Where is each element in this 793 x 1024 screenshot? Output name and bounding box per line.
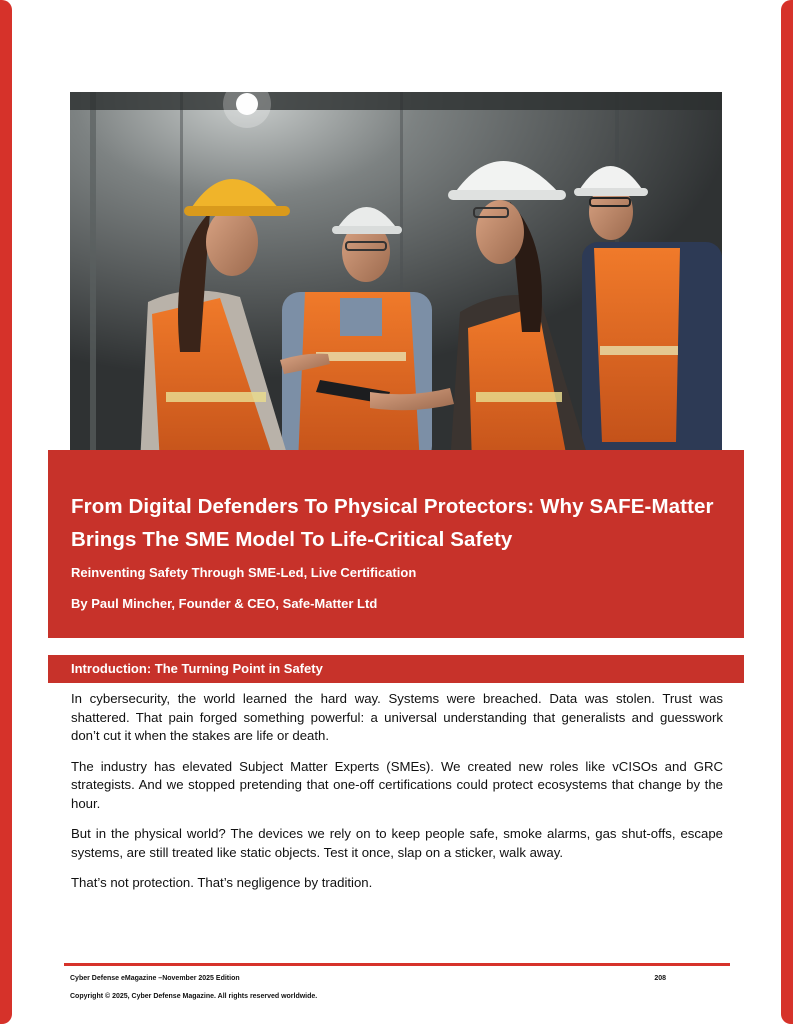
footer-copyright: Copyright © 2025, Cyber Defense Magazine. All rights reserved worldwide.: [70, 993, 318, 1000]
body-paragraph: The industry has elevated Subject Matter Experts (SMEs). We created new roles like vCISOs and GRC strategists. And we stopped pretending that one-off certifications could protect ecosystems that change by the hour.: [71, 758, 723, 811]
body-paragraph: That’s not protection. That’s negligence by tradition.: [71, 875, 373, 890]
section-heading: Introduction: The Turning Point in Safety: [48, 655, 744, 683]
left-edge-bar: [0, 0, 12, 1024]
page-footer: [70, 974, 666, 1002]
page-number: 208: [654, 975, 666, 982]
body-paragraph: But in the physical world? The devices we rely on to keep people safe, smoke alarms, gas shut-offs, escape systems, are still treated like static objects. Test it once, slap on a sticker, walk away.: [71, 826, 723, 860]
article-body: [71, 690, 723, 905]
article-title: From Digital Defenders To Physical Protectors: Why SAFE-Matter Brings The SME Model To Life-Critical Safety: [71, 495, 714, 551]
right-edge-bar: [781, 0, 793, 1024]
footer-divider: [64, 963, 730, 966]
footer-edition: Cyber Defense eMagazine –November 2025 Edition: [70, 975, 240, 982]
title-banner: [48, 450, 744, 638]
body-paragraph: In cybersecurity, the world learned the hard way. Systems were breached. Data was stolen. Trust was shattered. That pain forged something powerful: a universal understanding that generalists and guesswork don’t cut it when the stakes are life or death.: [71, 691, 723, 743]
hero-image: [70, 92, 722, 464]
article-subtitle: Reinventing Safety Through SME-Led, Live Certification: [71, 565, 417, 580]
construction-workers-photo: [70, 92, 722, 464]
byline: By Paul Mincher, Founder & CEO, Safe-Matter Ltd: [71, 596, 378, 611]
